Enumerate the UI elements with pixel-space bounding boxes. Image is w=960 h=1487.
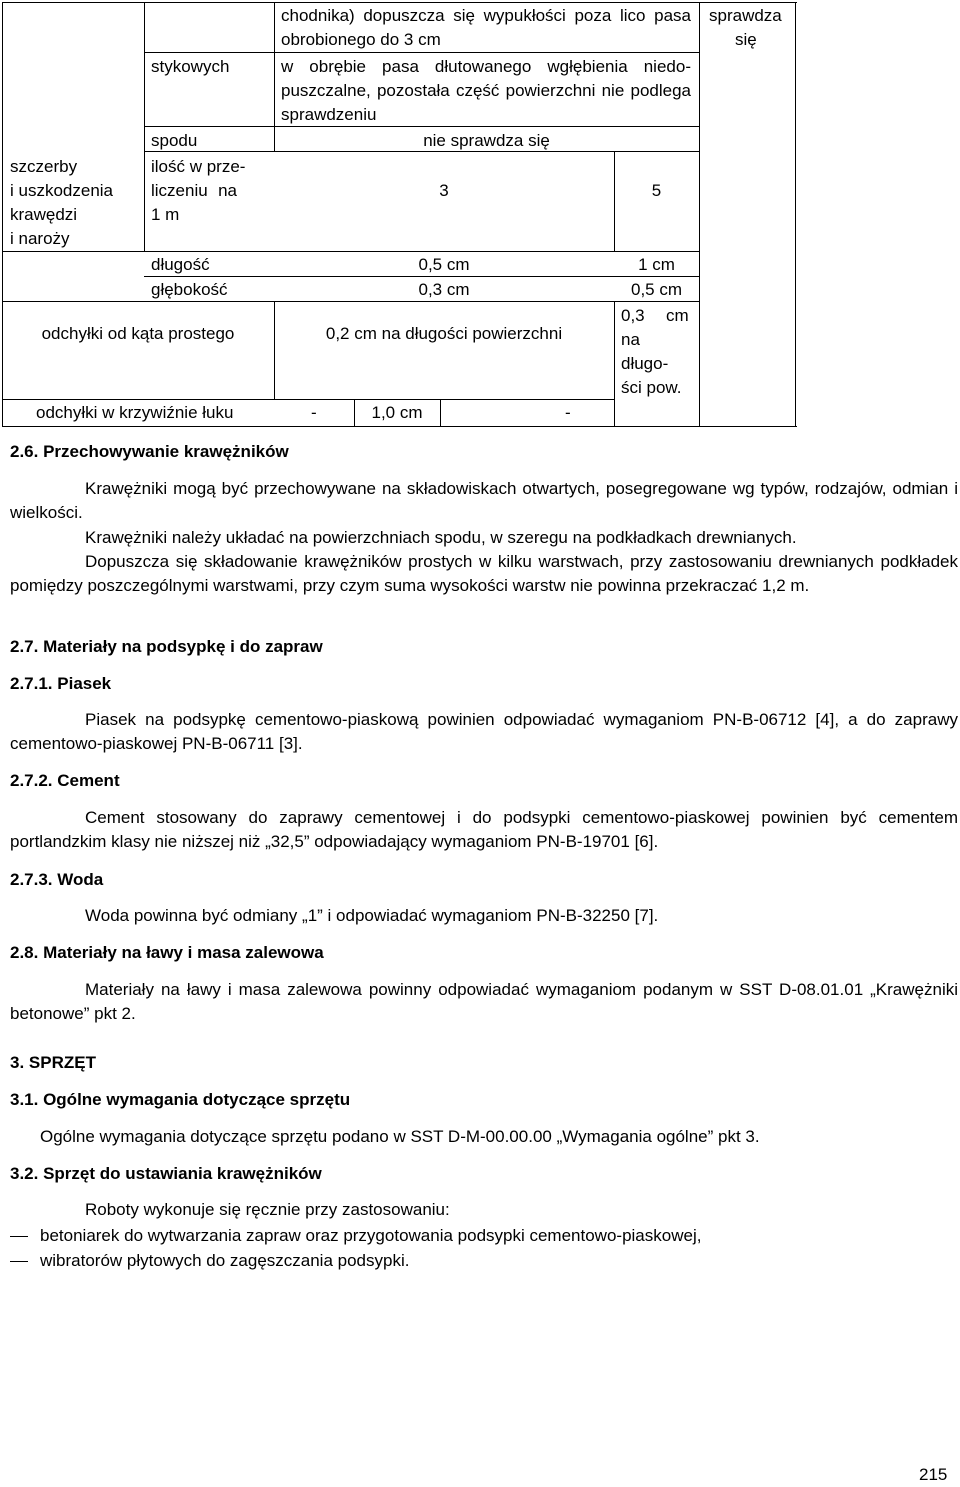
paragraph-2-6-b: Krawężniki należy układać na powierzchniach spodu, w szeregu na podkładkach drewnianych. [85, 528, 797, 547]
cell-dlugosc-val1: 0,5 cm [418, 255, 470, 274]
cell-odchylki-luku-val3: - [565, 403, 571, 422]
cell-odchylki-luku-val1: - [311, 403, 317, 422]
table-line [144, 2, 145, 252]
heading-2-8: 2.8. Materiały na ławy i masa zalewowa [10, 943, 324, 962]
cell-glebokosc-val2: 0,5 cm [630, 280, 683, 299]
heading-2-7-1: 2.7.1. Piasek [10, 674, 112, 693]
paragraph-3-1: Ogólne wymagania dotyczące sprzętu podano w SST D-M-00.00.00 „Wymagania ogólne” pkt 3. [40, 1127, 760, 1146]
table-line [274, 301, 275, 400]
cell-szczerby-line2: i uszkodzenia [10, 181, 114, 200]
table-line [144, 52, 699, 53]
cell-ilosc-val2: 5 [651, 181, 662, 200]
cell-ilosc-line1: ilość w prze- [151, 157, 246, 176]
heading-2-7: 2.7. Materiały na podsypkę i do zapraw [10, 637, 323, 656]
cell-szczerby-line4: i naroży [10, 229, 70, 248]
list-item [10, 1224, 701, 1248]
cell-stykowych-line3: sprawdzeniu [281, 105, 377, 124]
table-line [2, 251, 699, 252]
paragraph-2-8: Materiały na ławy i masa zalewowa powinny odpowiadać wymaganiom podanym w SST D-08.01.01 „Krawężniki betonowe” pkt 2. [10, 980, 958, 1023]
paragraph-2-7-2: Cement stosowany do zaprawy cementowej i do podsypki cementowo-piaskowej powinien być cementem portlandzkim klasy nie niższej niż „32,5” odpowiadający wymaganiom PN-B-19701 [6]. [10, 808, 958, 851]
paragraph-2-7-3: Woda powinna być odmiany „1” i odpowiadać wymaganiom PN-B-32250 [7]. [85, 906, 659, 925]
cell-spodu-label: spodu [151, 131, 198, 150]
paragraph-2-7-1: Piasek na podsypkę cementowo-piaskową powinien odpowiadać wymaganiom PN-B-06712 [4], a do zaprawy cementowo-piaskowej PN-B-06711 [3]. [10, 710, 958, 753]
cell-szczerby-line3: krawędzi [10, 205, 78, 224]
cell-stykowych-line2: puszczalne, pozostała część powierzchni nie podlega [281, 81, 691, 100]
cell-ilosc-line3: 1 m [151, 205, 180, 224]
table-border-left [2, 2, 3, 427]
heading-3: 3. SPRZĘT [10, 1053, 96, 1072]
dash-bullet-icon [10, 1236, 28, 1237]
cell-dlugosc-val2: 1 cm [638, 255, 675, 274]
cell-stykowych-line1: w obrębie pasa dłutowanego wgłębienia niedo- [281, 57, 691, 76]
heading-3-2: 3.2. Sprzęt do ustawiania krawężników [10, 1164, 322, 1183]
cell-odchylki-luku-label: odchyłki w krzywiźnie łuku [36, 403, 234, 422]
cell-odchylki-kata-val2-d: długo- [621, 354, 669, 373]
table-border-top-left [2, 2, 797, 3]
cell-top-line1: chodnika) dopuszcza się wypukłości poza lico pasa [281, 6, 691, 25]
right-col-line1: sprawdza [709, 6, 782, 25]
heading-2-7-3: 2.7.3. Woda [10, 870, 104, 889]
table-line [2, 399, 614, 400]
cell-szczerby-line1: szczerby [10, 157, 78, 176]
cell-spodu-value: nie sprawdza się [423, 131, 550, 150]
paragraph-3-2: Roboty wykonuje się ręcznie przy zastosowaniu: [85, 1200, 450, 1219]
paragraph-2-6-a: Krawężniki mogą być przechowywane na składowiskach otwartych, posegregowane wg typów, rodzajów, odmian i wielkości. [10, 479, 958, 522]
table-line [144, 126, 699, 127]
cell-odchylki-kata-val2-c: na [621, 330, 640, 349]
table-line [614, 301, 615, 427]
right-col-line2: się [735, 30, 757, 49]
cell-top-line2: obrobionego do 3 cm [281, 30, 441, 49]
cell-glebokosc-val1: 0,3 cm [418, 280, 470, 299]
paragraph-2-6-c: Dopuszcza się składowanie krawężników prostych w kilku warstwach, przy zastosowaniu drewnianych podkładek pomiędzy poszczególnymi warstwami, przy czym suma wysokości warstw nie powinna przekraczać 1,2 m. [10, 552, 958, 595]
heading-3-1: 3.1. Ogólne wymagania dotyczące sprzętu [10, 1090, 351, 1109]
heading-2-6: 2.6. Przechowywanie krawężników [10, 442, 289, 461]
table-line [440, 399, 441, 427]
cell-odchylki-kata-val1: 0,2 cm na długości powierzchni [325, 324, 563, 343]
table-border-bottom [2, 426, 797, 427]
list-item-text: wibratorów płytowych do zagęszczania podsypki. [40, 1251, 410, 1270]
cell-odchylki-kata-label: odchyłki od kąta prostego [41, 324, 235, 343]
cell-odchylki-kata-val2-e: ści pow. [621, 378, 682, 397]
table-border-right [795, 2, 796, 427]
cell-dlugosc-label: długość [151, 255, 210, 274]
page-number: 215 [919, 1465, 948, 1484]
heading-2-7-2: 2.7.2. Cement [10, 771, 120, 790]
cell-stykowych-label: stykowych [151, 57, 230, 76]
cell-ilosc-line2: liczeniu na [151, 181, 237, 200]
table-line [699, 2, 700, 427]
list-item [10, 1249, 409, 1273]
cell-odchylki-kata-val2-a: 0,3 [621, 306, 645, 325]
dash-bullet-icon [10, 1261, 28, 1262]
cell-odchylki-luku-val2: 1,0 cm [371, 403, 423, 422]
list-item-text: betoniarek do wytwarzania zapraw oraz przygotowania podsypki cementowo-piaskowej, [40, 1226, 702, 1245]
cell-odchylki-kata-val2-b: cm [666, 306, 689, 325]
cell-glebokosc-label: głębokość [151, 280, 228, 299]
cell-ilosc-val1: 3 [439, 181, 449, 200]
